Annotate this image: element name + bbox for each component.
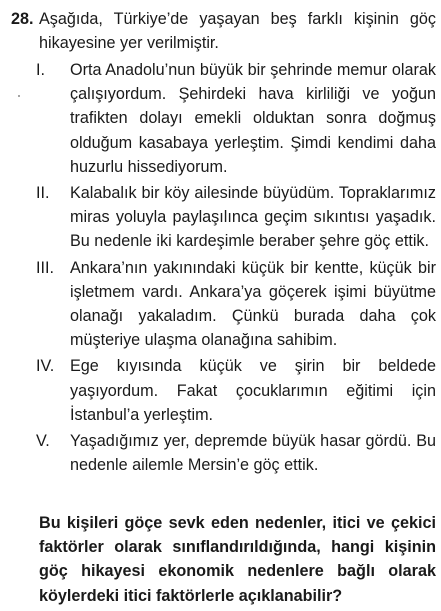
- statement-numeral: I.: [36, 61, 45, 79]
- statement-numeral: V.: [36, 432, 50, 451]
- question-number: 28.: [11, 10, 34, 28]
- scan-speck: [18, 95, 20, 97]
- statement-item-5: [36, 429, 436, 477]
- statement-text: Kalabalık bir köy ailesinde büyüdüm. Topraklarımız miras yoluyla paylaşılınca geçim sıkıntısı yaşadık. Bu nedenle iki kardeşimle beraber şehre göç ettik.: [70, 184, 436, 251]
- statement-text: Ege kıyısında küçük ve şirin bir beldede yaşıyordum. Fakat çocuklarımın eğitimi için İstanbul’a yerleştim.: [70, 357, 436, 424]
- statement-text: Yaşadığımız yer, depremde büyük hasar gördü. Bu nedenle ailemle Mersin’e göç ettik.: [70, 432, 436, 475]
- question-prompt: Bu kişileri göçe sevk eden nedenler, itici ve çekici faktörler olarak sınıflandırıldığında, hangi kişinin göç hikayesi ekonomik nedenlere bağlı olarak köylerdeki itici faktörlerle açıklanabilir?: [39, 514, 436, 605]
- statement-numeral: IV.: [36, 357, 55, 376]
- statement-item-4: [36, 354, 436, 427]
- question-stem-text: Aşağıda, Türkiye’de yaşayan beş farklı kişinin göç hikayesine yer verilmiştir.: [39, 10, 436, 53]
- statement-text: Ankara’nın yakınındaki küçük bir kentte, küçük bir işletmem vardı. Ankara’ya göçerek işimi büyütme olanağı yakaladım. Çünkü burada daha çok müşteriye ulaşma olanağına sahibim.: [70, 258, 436, 350]
- statement-item-2: [36, 181, 436, 254]
- statement-numeral: III.: [36, 258, 54, 277]
- statement-list: [36, 58, 436, 479]
- statement-text: Orta Anadolu’nun büyük bir şehrinde memur olarak çalışıyordum. Şehirdeki hava kirliliği ve yoğun trafikten dolayı emekli olduktan sonra doğmuş olduğum kasabaya yerleştim. Şimdi kendimi daha huzurlu hissediyorum.: [70, 61, 436, 176]
- statement-numeral: II.: [36, 184, 50, 203]
- statement-item-3: [36, 256, 436, 353]
- statement-item-1: [36, 58, 436, 179]
- question-stem: [11, 7, 436, 55]
